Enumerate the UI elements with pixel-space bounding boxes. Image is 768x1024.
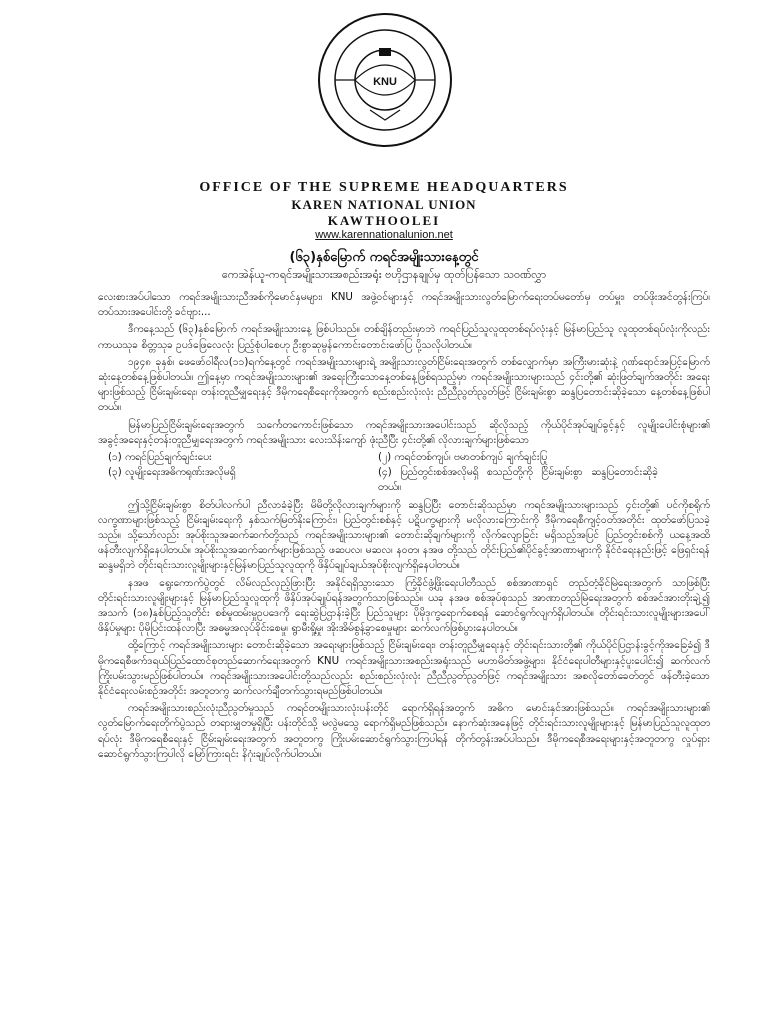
place-heading: KAWTHOOLEI [327, 213, 441, 228]
paragraph-7: ထို့ကြောင့် ကရင်အမျိုးသားများ တောင်းဆိုခဲ့သော အရေးများဖြစ်သည့် ငြိမ်းချမ်းရေး၊ တန်းတူညီမျှရေးနှင့် တိုင်းရင်းသားတို့၏ ကိုယ်ပိုင်ပြဌာန်းခွင့်ကိုအခြေခံ၍ ဒီမိုကရေစီဖက်ဒရယ်ပြည်ထောင်စုတည်ဆောက်ရေးအတွက် KNU ကရင်အမျိုးသားအစည်းအရုံးသည် မဟာမိတ်အဖွဲ့များ၊ နိုင်ငံရေးပါတီများနှင့်ပူးပေါင်း၍ ဆက်လက်ကြိုးပမ်းသွားမည်ဖြစ်ပါတယ်။ ကရင်အမျိုးသားအပေါင်းတို့သည်လည်း စည်းစည်းလုံးလုံး ညီညီညွတ်ညွတ်ဖြင့် ကရင်အမျိုးသား အစလိုတော်ခေတ်တွင် ဖန်တီးခဲ့သောနိုင်ငံရေးလမ်းစဉ်အတိုင်း အတူတကွ ဆက်လက်ချီတက်သွားရမည်ဖြစ်ပါတယ်။ [98, 639, 710, 698]
statement-subtitle: ကေအဲန်ယူ-ကရင်အမျိုးသားအစည်းအရုံး ဗဟိုဌာနချုပ်မှ ထုတ်ပြန်သော သဝဏ်လွှာ [221, 268, 547, 281]
svg-text:KNU: KNU [373, 76, 397, 88]
knu-seal-logo [315, 10, 455, 150]
website-link[interactable]: www.karennationalunion.net [315, 229, 453, 241]
paragraph-2: ဒီကနေ့သည် (၆၃)နှစ်မြောက် ကရင်အမျိုးသားနေ့ ဖြစ်ပါသည်။ တစ်ချိန်တည်းမှာဘဲ ကရင်ပြည်သူလူထုတစ်ရပ်လုံးနှင့် မြန်မာပြည်သူ လူထုတစ်ရပ်လုံးကိုလည်း ကာယသုခ စိတ္တသုခ ဥပဒ်ဖြေလေလုံး ပြည့်စုံပါစေဟု ဦးစွာဆုမွန်ကောင်းတောင်းဖော်ပြ ပို့သလိုပါတယ်။ [98, 323, 710, 351]
paragraph-4: မြန်မာပြည်ငြိမ်းချမ်းရေးအတွက် သင်္ကေတကောင်းဖြစ်သော ကရင်အမျိုးသားအပေါင်းသည် ဆိုလိုသည့် ကိုယ်ပိုင်အုပ်ချုပ်ခွင့်နှင့် လူမျိုးပေါင်းစုံများ၏ အခွင့်အရေးနှင့်တန်းတူညီမျှရေးအတွက် ကရင်အမျိုးသား လေးသိန်းကျော် ဖုံးညီပြီး ၄င်းတို့၏ လိုလားချက်များဖြစ်သော [98, 418, 710, 446]
paragraph-8: ကရင်အမျိုးသားစည်းလုံးညီညွတ်မှုသည် ကရင်တမျိုးသားလုံးပန်းတိုင် ရောက်ရှိရန်အတွက် အဓိက မောင်းနှင်အားဖြစ်သည်။ ကရင်အမျိုးသားများ၏ လွတ်မြောက်ရေးတိုက်ပွဲသည် တရားမျှတမှုရှိပြီး ပန်းတိုင်သို့ မလွဲမသွေ ရောက်ရှိမည်ဖြစ်သည်။ နောက်ဆုံးအနေဖြင့် တိုင်းရင်းသားလူမျိုးများနှင့် မြန်မာပြည်သူလူထုတရပ်လုံး ဒီမိုကရေစီရေးနှင့် ငြိမ်းချမ်းရေးအတွက် အတူတကွ ကြိုးပမ်းဆောင်ရွက်သွားကြပါရန် တိုက်တွန်းအပ်ပါသည်။ ဒီမိုကရေစီအရေးများနှင့်အတူတကွ လှုပ်ရှားဆောင်ရွက်သွားကြပါလို မြော်ကြားရင်း နိဂုံးချုပ်လိုက်ပါတယ်။ [98, 702, 710, 760]
paragraph-6: နအဖ ရွေးကောက်ပွဲတွင် လိမ်လည်လှည့်ဖြားပြီး အနိုင်ရရှိသွားသော ကြံ့ခိုင်ဖွံ့ဖြိုးရေးပါတီသည် စစ်အာဏာရှင် တည်တံ့ခိုင်မြဲရေးအတွက် သာဖြစ်ပြီး တိုင်းရင်းသားလူမျိုးများနှင့် မြန်မာပြည်သူလူထုကို ဖိနှိပ်အုပ်ချုပ်ရန်အတွက်သာဖြစ်သည်။ ယခု နအဖ စစ်အုပ်စုသည် အာဏာတည်မြဲရေးအတွက် စစ်အင်အားတိုးချဲ့၍ အသက် (၁၈)နှစ်ပြည့်သူတိုင်း စစ်မှုထမ်းမှုဥပဒေကို ရေးဆွဲပြဌာန်းခဲ့ပြီး ပြည်သူများ ပိုမိုဒုက္ခရောက်စေရန် ဆောင်ရွက်လျက်ရှိပါတယ်။ တိုင်းရင်းသားလူမျိုးများအပေါ် ဖိနှိပ်မှုများ ပိုမိုပြင်းထန်လာပြီး အဓမ္မအလုပ်ခိုင်းစေမှု၊ ရွာမီးရှို့မှု၊ အိုးအိမ်စွန့်ခွာစေမှုများ ဆက်လက်ဖြစ်ပွားနေပါတယ်။ [98, 576, 710, 635]
statement-title: (၆၃)နှစ်မြောက် ကရင်အမျိုးသားနေ့တွင် [289, 250, 479, 265]
demand-item: (၂) ကရင်တစ်ကျပ်၊ ဗမာတစ်ကျပ် ချက်ချင်းပြု [378, 451, 548, 464]
paragraph-3: ၁၉၄၈ ခုနှစ်၊ ဖေဖော်ဝါရီလ(၁၁)ရက်နေ့တွင် ကရင်အမျိုးသားများရဲ့ အမျိုးသားလွတ်ငြိမ်းရေးအတွက် တစ်လျှောက်မှာ အကြီးမားဆုံးနဲ့ ဂုဏ်ရောင်အပြင့်မြောက်ဆုံးနေ့တစ်နေ့ဖြစ်ပါတယ်။ ဤနေ့မှာ ကရင်အမျိုးသားများ၏ အရေးကြီးသောနေ့တစ်နေ့ဖြစ်ရသည့်မှာ ကရင်အမျိုးသားများသည် ၄င်းတို့၏ ဆုံးဖြတ်ချက်အတိုင်း အရေးများဖြစ်သည့် ငြိမ်းချမ်းရေး၊ တန်းတူညီမျှရေးနှင့် ဒီမိုကရေစီရေးကိုအတွက် စည်းစည်းလုံးလုံး ညီညီညွတ်ညွတ်ဖြင့် ငြိမ်းချမ်းစွာ ဆန္ဒပြတောင်းဆိုခဲ့သော နေ့တစ်နေ့ဖြစ်ပါတယ်။ [98, 355, 710, 414]
paragraph-5: ဤသို့ငြိမ်းချမ်းစွာ စိတ်ပါလက်ပါ ညီလာခံခဲ့ပြီး မိမိတို့လိုလားချက်များကို ဆန္ဒပြပြီး တောင်းဆိုသည်မှာ ကရင်အမျိုးသားများသည် ၄င်းတို့၏ ပင်ကိုစရိုက်လက္ခဏာများဖြစ်သည့် ငြိမ်းချမ်းရေးကို နှစ်သက်မြတ်နိုးကြောင်း၊ ပြည်တွင်းစစ်နှင့် ပဋိပက္ခများကို မလိုလားကြောင်းကို ဒီမိုကရေစီကျင့်ဝတ်အတိုင်း ထုတ်ဖော်ပြသခဲ့သည်။ သို့သော်လည်း အုပ်စိုးသူအဆက်ဆက်တို့သည် ကရင်အမျိုးသားများ၏ တောင်းဆိုချက်များကို လိုက်လျောခြင်း မရှိသည့်အပြင် ပြည်တွင်းစစ်ကို ယနေ့အထိ ဖန်တီးလျက်ရှိနေပါတယ်။ အုပ်စိုးသူအဆက်ဆက်များဖြစ်သည့် ဖဆပလ၊ မဆလ၊ နဝတ၊ နအဖ တို့သည် တိုင်းပြည်၏ပိုင်ခွင့်အာဏာများကို နိုင်ငံရေးနည်းဖြင့် ဖြေရှင်းရန် ဆန္ဒမရှိဘဲ တိုင်းရင်းသားလူမျိုးများနှင့်မြန်မာပြည်သူလူထုကို ဖိနှိပ်ချုပ်ချယ်အုပ်စိုးလျက်ရှိနေပါတယ်။ [98, 498, 710, 572]
org-heading: KAREN NATIONAL UNION [291, 197, 477, 212]
demands-list [98, 450, 710, 496]
demand-item: (၄) ပြည်တွင်းစစ်အလိုမရှိ စသည်တို့ကို ငြိမ်းချမ်းစွာ ဆန္ဒပြတောင်းဆိုခဲ့တယ်။ [378, 466, 658, 494]
salutation-paragraph: လေးစားအပ်ပါသော ကရင်အမျိုးသားညီအစ်ကိုမောင်နှမများ၊ KNU အဖွဲ့ဝင်များနှင့် ကရင်အမျိုးသားလွတ်မြောက်ရေးတပ်မတော်မှ တပ်မှူး၊ တပ်ဖိုးအင်တွန်းကြပ်၊ တပ်သားအပေါင်းတို့ ခင်ဗျား... [98, 291, 710, 319]
demand-item: (၁) ကရင်ပြည်ချက်ချင်းပေး [108, 451, 212, 464]
demand-item: (၃) လူမျိုးရေးအဓိကရုဏ်းအလိုမရှိ [108, 466, 236, 479]
office-heading: OFFICE OF THE SUPREME HEADQUARTERS [199, 180, 569, 195]
demand-row [98, 465, 710, 495]
statement-body [98, 290, 710, 764]
demand-row [98, 450, 710, 465]
